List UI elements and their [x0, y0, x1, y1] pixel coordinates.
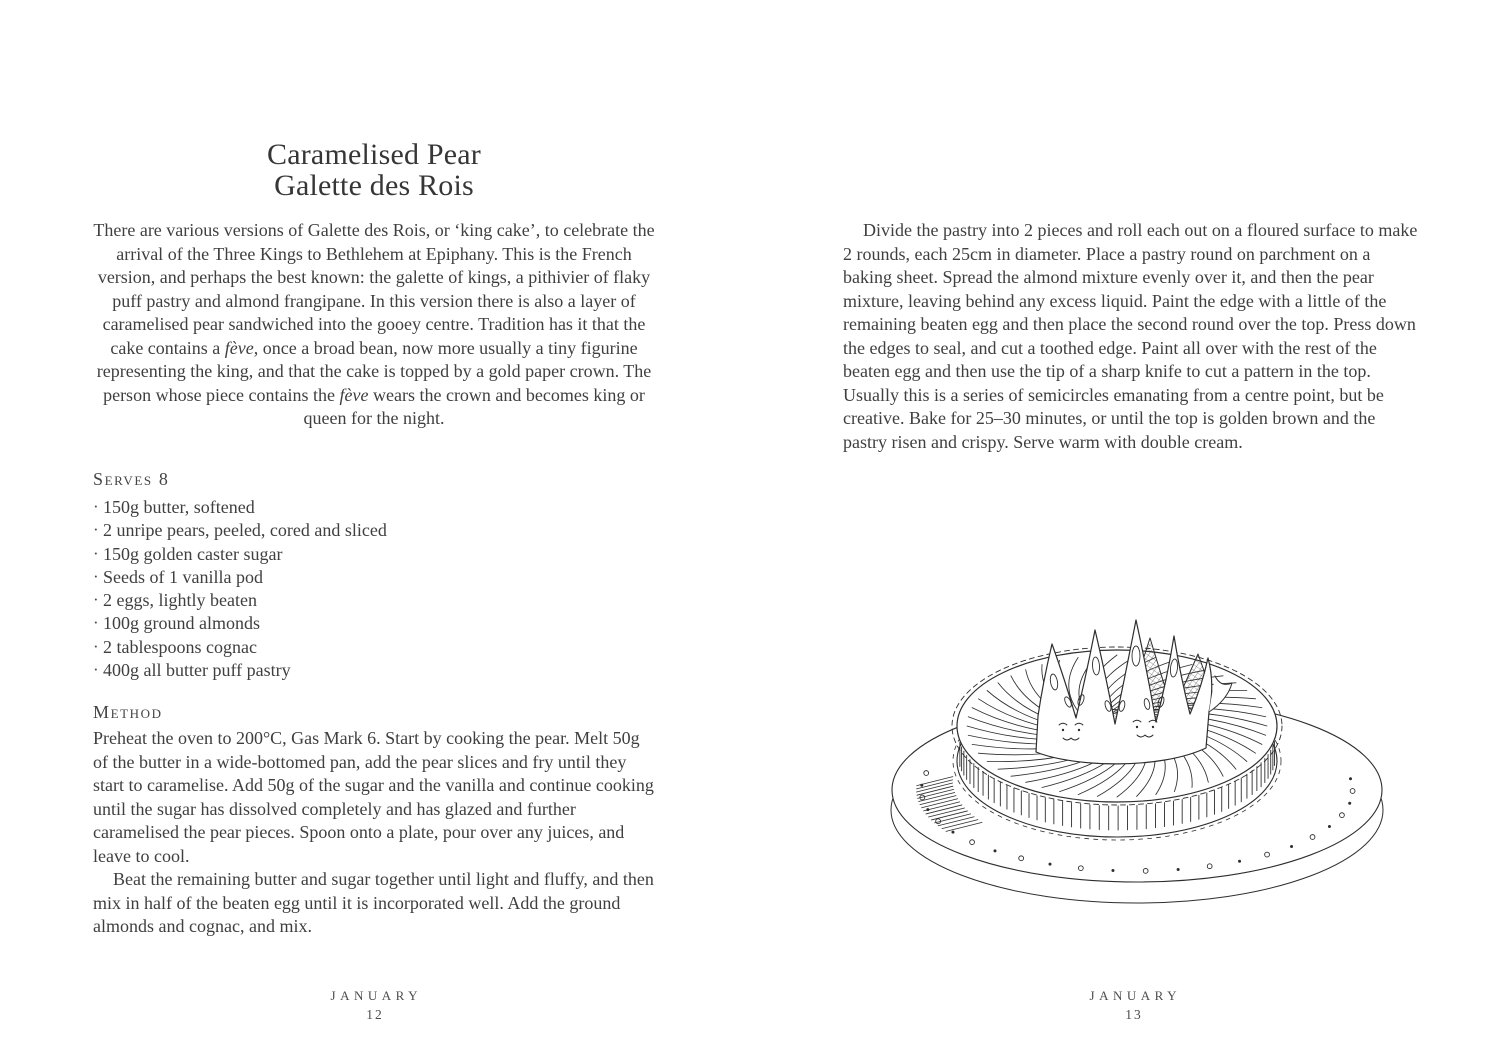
ingredient-text: Seeds of 1 vanilla pod — [103, 566, 263, 587]
ingredient-item — [93, 566, 657, 589]
ingredients-list — [93, 496, 657, 682]
ingredient-bullet: · — [93, 520, 99, 540]
ingredient-text: 2 unripe pears, peeled, cored and sliced — [103, 520, 387, 541]
ingredient-item — [93, 659, 657, 682]
right-page — [843, 0, 1423, 1059]
ingredient-item — [93, 519, 657, 542]
page-number: 13 — [1125, 1007, 1143, 1022]
ingredient-text: 150g golden caster sugar — [103, 543, 283, 564]
ingredient-bullet: · — [93, 566, 99, 586]
intro-text-2: , once a broad bean, now more usually a tiny figurine representing the king, and that the cake is topped by a gold paper crown. The person whose piece contains the — [96, 337, 652, 405]
page-footer-left — [91, 988, 657, 1023]
method-paragraph-1: Preheat the oven to 200°C, Gas Mark 6. Start by cooking the pear. Melt 50g of the butter in a wide-bottomed pan, add the pear slices and fry until they start to caramelise. Add 50g of the sugar and the vanilla and continue cooking until the sugar has dissolved completely and has glazed and further caramelised the pear pieces. Spoon onto a plate, pour over any juices, and leave to cool. — [93, 728, 654, 866]
paper-crown — [1036, 620, 1232, 764]
ingredient-item — [93, 612, 657, 635]
ingredient-item — [93, 636, 657, 659]
intro-text-3: wears the crown and becomes king or queen for the night. — [303, 384, 645, 428]
recipe-intro — [91, 219, 657, 431]
intro-feve-italic-2: fève — [339, 384, 369, 405]
intro-feve-italic-1: fève — [224, 337, 254, 358]
ingredient-text: 100g ground almonds — [103, 613, 260, 634]
recipe-title — [91, 139, 657, 201]
ingredient-bullet: · — [93, 543, 99, 563]
ingredient-bullet: · — [93, 660, 99, 680]
month-label: JANUARY — [330, 988, 422, 1003]
page-number: 12 — [366, 1007, 384, 1022]
ingredient-bullet: · — [93, 590, 99, 610]
ingredient-item — [93, 496, 657, 519]
left-page — [91, 0, 657, 1059]
galette-illustration-svg — [875, 604, 1400, 946]
ingredient-text: 400g all butter puff pastry — [103, 660, 291, 681]
recipe-title-line-1: Caramelised Pear — [267, 138, 481, 171]
method-heading: Method — [93, 702, 163, 722]
ingredient-text: 2 tablespoons cognac — [103, 636, 257, 657]
ingredient-bullet: · — [93, 636, 99, 656]
serves-heading: Serves 8 — [93, 469, 170, 489]
galette-des-rois-illustration — [875, 604, 1400, 946]
method-paragraph-2: Beat the remaining butter and sugar together until light and fluffy, and then mix in half of the beaten egg until it is incorporated well. Add the ground almonds and cognac, and mix. — [93, 869, 654, 936]
month-label: JANUARY — [1089, 988, 1181, 1003]
ingredient-item — [93, 589, 657, 612]
intro-text-1: There are various versions of Galette des Rois, or ‘king cake’, to celebrate the arrival of the Three Kings to Bethlehem at Epiphany. This is the French version, and perhaps the best known: the galette of kings, a pithivier of flaky puff pastry and almond frangipane. In this version there is also a layer of caramelised pear sandwiched into the gooey centre. Tradition has it that the cake contains a — [93, 220, 655, 358]
ingredient-bullet: · — [93, 613, 99, 633]
ingredient-text: 2 eggs, lightly beaten — [103, 590, 257, 611]
ingredient-text: 150g butter, softened — [103, 497, 255, 517]
ingredient-item — [93, 543, 657, 566]
ingredient-bullet: · — [93, 497, 99, 516]
recipe-title-line-2: Galette des Rois — [274, 169, 474, 202]
page-footer-right — [843, 988, 1423, 1023]
right-page-body: Divide the pastry into 2 pieces and roll each out on a floured surface to make 2 rounds, each 25cm in diameter. Place a pastry round on parchment on a baking sheet. Spread the almond mixture evenly over it, and then the pear mixture, leaving behind any excess liquid. Paint the edge with a little of the remaining beaten egg and then place the second round over the top. Press down the edges to seal, and cut a toothed edge. Paint all over with the rest of the beaten egg and then use the tip of a sharp knife to cut a pattern in the top. Usually this is a series of semicircles emanating from a centre point, but be creative. Bake for 25–30 minutes, or until the top is golden brown and the pastry risen and crispy. Serve warm with double cream. — [843, 220, 1418, 452]
